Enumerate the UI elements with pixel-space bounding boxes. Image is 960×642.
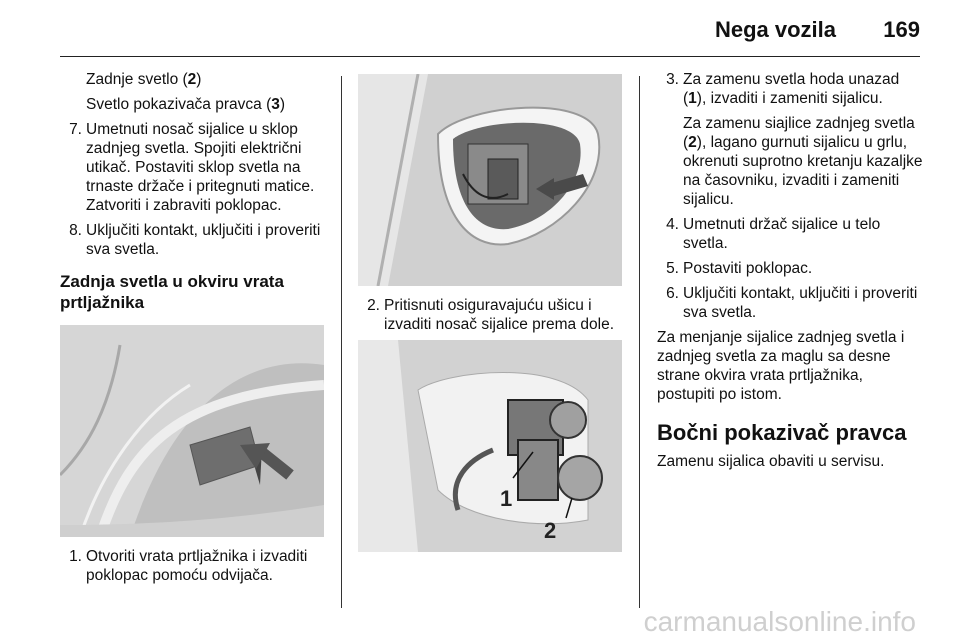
column-divider-2 — [639, 76, 640, 608]
list-item: Zadnje svetlo (2) — [86, 71, 202, 88]
tailgate-cover-image — [60, 325, 324, 537]
callout-2: 2 — [544, 518, 557, 543]
page-header — [0, 0, 960, 56]
step-6: 6. Uključiti kontakt, uključiti i proveriti sva svetla. — [666, 285, 918, 321]
lamp-housing-image — [358, 74, 622, 286]
step-2: 2. Pritisnuti osiguravajuću ušicu i izvaditi nosač sijalice prema dole. — [367, 297, 615, 333]
column-divider-1 — [341, 76, 342, 608]
column-2 — [358, 70, 624, 562]
bulb-holder-image — [358, 340, 622, 552]
header-divider — [60, 56, 920, 57]
column-1 — [60, 70, 326, 591]
watermark: carmanualsonline.info — [643, 606, 916, 637]
step-8: 8. Uključiti kontakt, uključiti i proveriti sva svetla. — [69, 222, 321, 258]
step-4: 4. Umetnuti držač sijalice u telo svetla. — [666, 216, 881, 252]
page-number: 169 — [883, 17, 920, 42]
section-title: Zadnja svetla u okviru vrata prtljažnika — [60, 272, 284, 312]
column-3 — [657, 70, 923, 477]
section-text: Zamenu sijalica obaviti u servisu. — [657, 453, 885, 470]
page-title: Nega vozila — [714, 17, 836, 42]
paragraph: Za menjanje sijalice zadnjeg svetla i zadnjeg svetla za maglu sa desne strane okvira vrata prtljažnika, postupiti po istom. — [657, 329, 905, 403]
callout-1: 1 — [500, 486, 513, 511]
step-5: 5. Postaviti poklopac. — [666, 260, 813, 277]
step-3-note: Za zamenu siajlice zadnjeg svetla (2), lagano gurnuti sijalicu u grlu, okrenuti suprotno kretanju kazaljke na časovniku, izvaditi i zameniti sijalicu. — [683, 115, 923, 208]
section-title: Bočni pokazivač pravca — [657, 420, 907, 445]
step-3: 3. Za zamenu svetla hoda unazad (1), izvaditi i zameniti sijalicu. — [666, 71, 900, 107]
step-7: 7. Umetnuti nosač sijalice u sklop zadnjeg svetla. Spojiti električni utikač. Postaviti sklop svetla na trnaste držače i pritegnuti matice. Zatvoriti i zabraviti poklopac. — [69, 121, 315, 214]
list-item: Svetlo pokazivača pravca (3) — [86, 96, 286, 113]
step-1: 1. Otvoriti vrata prtljažnika i izvaditi poklopac pomoću odvijača. — [69, 548, 308, 584]
